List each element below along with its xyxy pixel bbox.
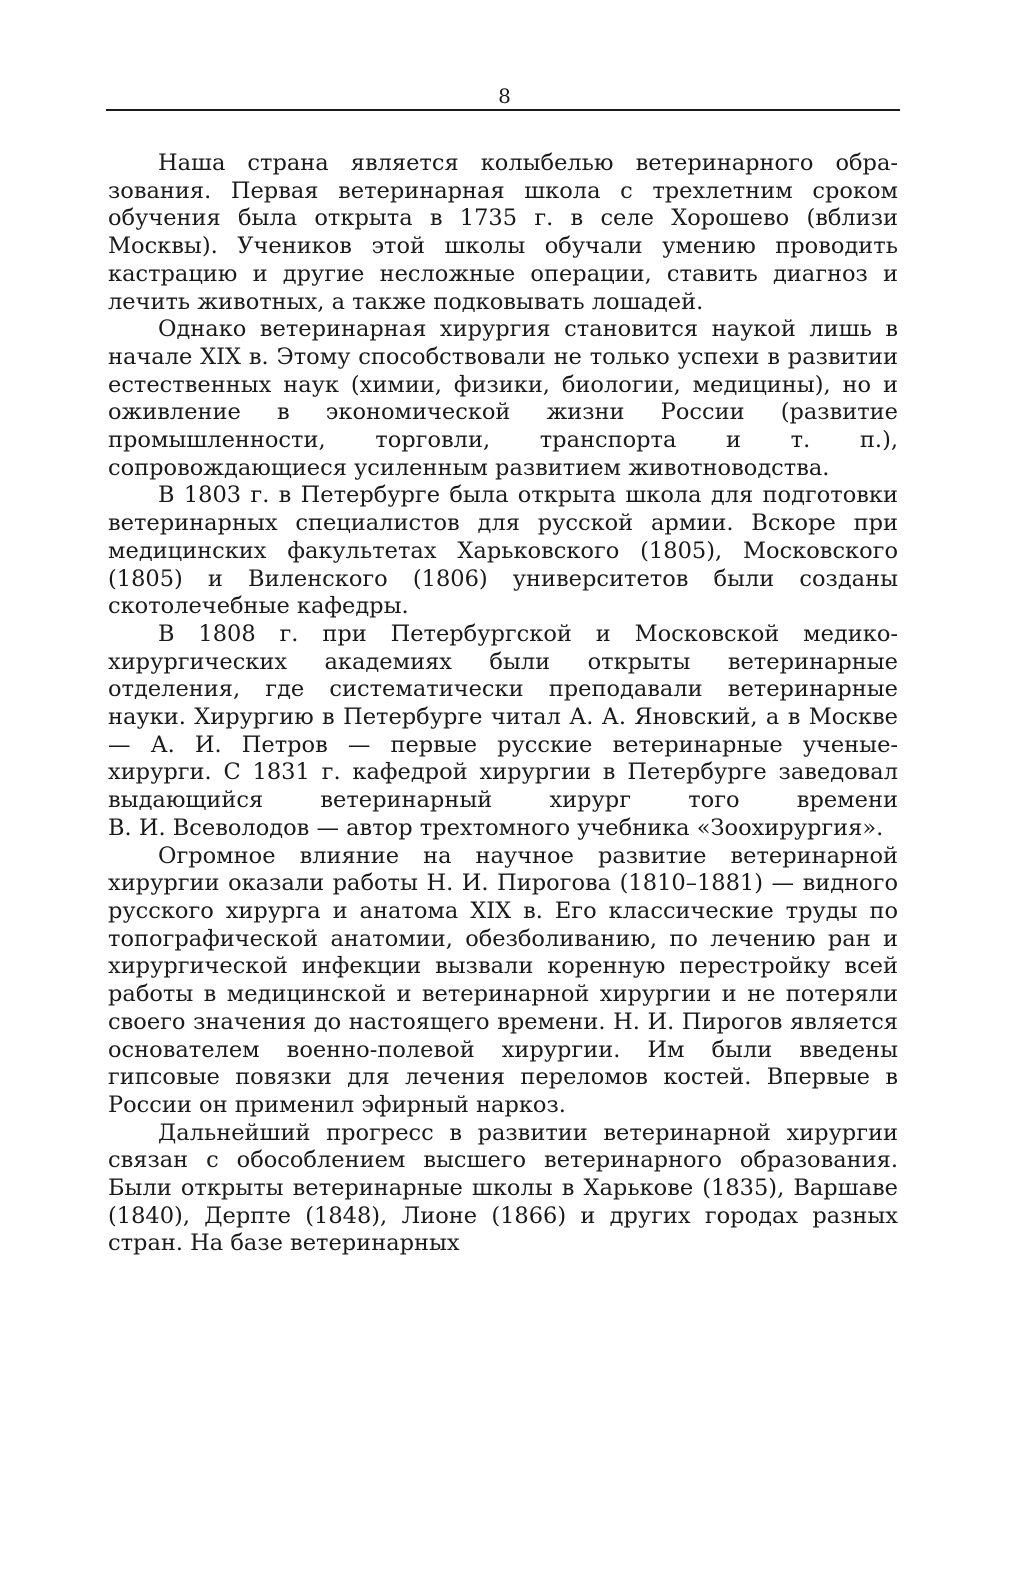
paragraph: В 1803 г. в Петербурге была открыта школа для подготовки ветеринарных специалистов для русской армии. Вскоре при медицинских факультетах Харьковского (1805), Московского (1805) и Виленского (1806) университетов были созданы скотолечебные кафедры. [108,482,898,620]
paragraph: Однако ветеринарная хирургия становится наукой лишь в начале XIX в. Этому способствовали не только успехи в развитии естественных наук (химии, физики, биологии, медицины), но и оживление в экономической жизни России (развитие промышленности, торговли, транспорта и т. п.), сопровождающиеся усиленным развитием животноводства. [108,316,898,481]
paragraph: Дальнейший прогресс в развитии ветеринарной хирургии связан с обособлением высшего ветеринарного образования. Были открыты ветеринарные школы в Харькове (1835), Варшаве (1840), Дерпте (1848), Лионе (1866) и других городах разных стран. На базе ветеринарных [108,1119,898,1257]
header-rule [106,109,900,111]
paragraph: В 1808 г. при Петербургской и Московской медико-хирургических академиях были открыты ветеринарные отделения, где систематически преподавали ветеринарные науки. Хирургию в Петербурге читал А. А. Яновский, а в Москве — А. И. Петров — первые русские ветеринарные ученые-хирурги. С 1831 г. кафедрой хирургии в Петербурге заведовал выдающийся ветеринарный хирург того времени В. И. Всеволодов — автор трехтомного учебника «Зоохирургия». [108,620,898,841]
page-number: 8 [498,84,511,108]
paragraph: Огромное влияние на научное развитие ветеринарной хирургии оказали работы Н. И. Пирогова (1810–1881) — видного русского хирурга и анатома XIX в. Его классические труды по топографической анатомии, обезболиванию, по лечению ран и хирургической инфекции вызвали коренную перестройку всей работы в медицинской и ветеринарной хирургии и не потеряли своего значения до настоящего времени. Н. И. Пирогов является основателем военно-полевой хирургии. Им были введены гипсовые повязки для лечения переломов костей. Впервые в России он применил эфирный наркоз. [108,842,898,1118]
body-text [108,150,898,1258]
paragraph: Наша страна является колыбелью ветеринарного образования. Первая ветеринарная школа с трехлетним сроком обучения была открыта в 1735 г. в селе Хорошево (вблизи Москвы). Учеников этой школы обучали умению проводить кастрацию и другие несложные операции, ставить диагноз и лечить животных, а также подковывать лошадей. [108,150,898,315]
